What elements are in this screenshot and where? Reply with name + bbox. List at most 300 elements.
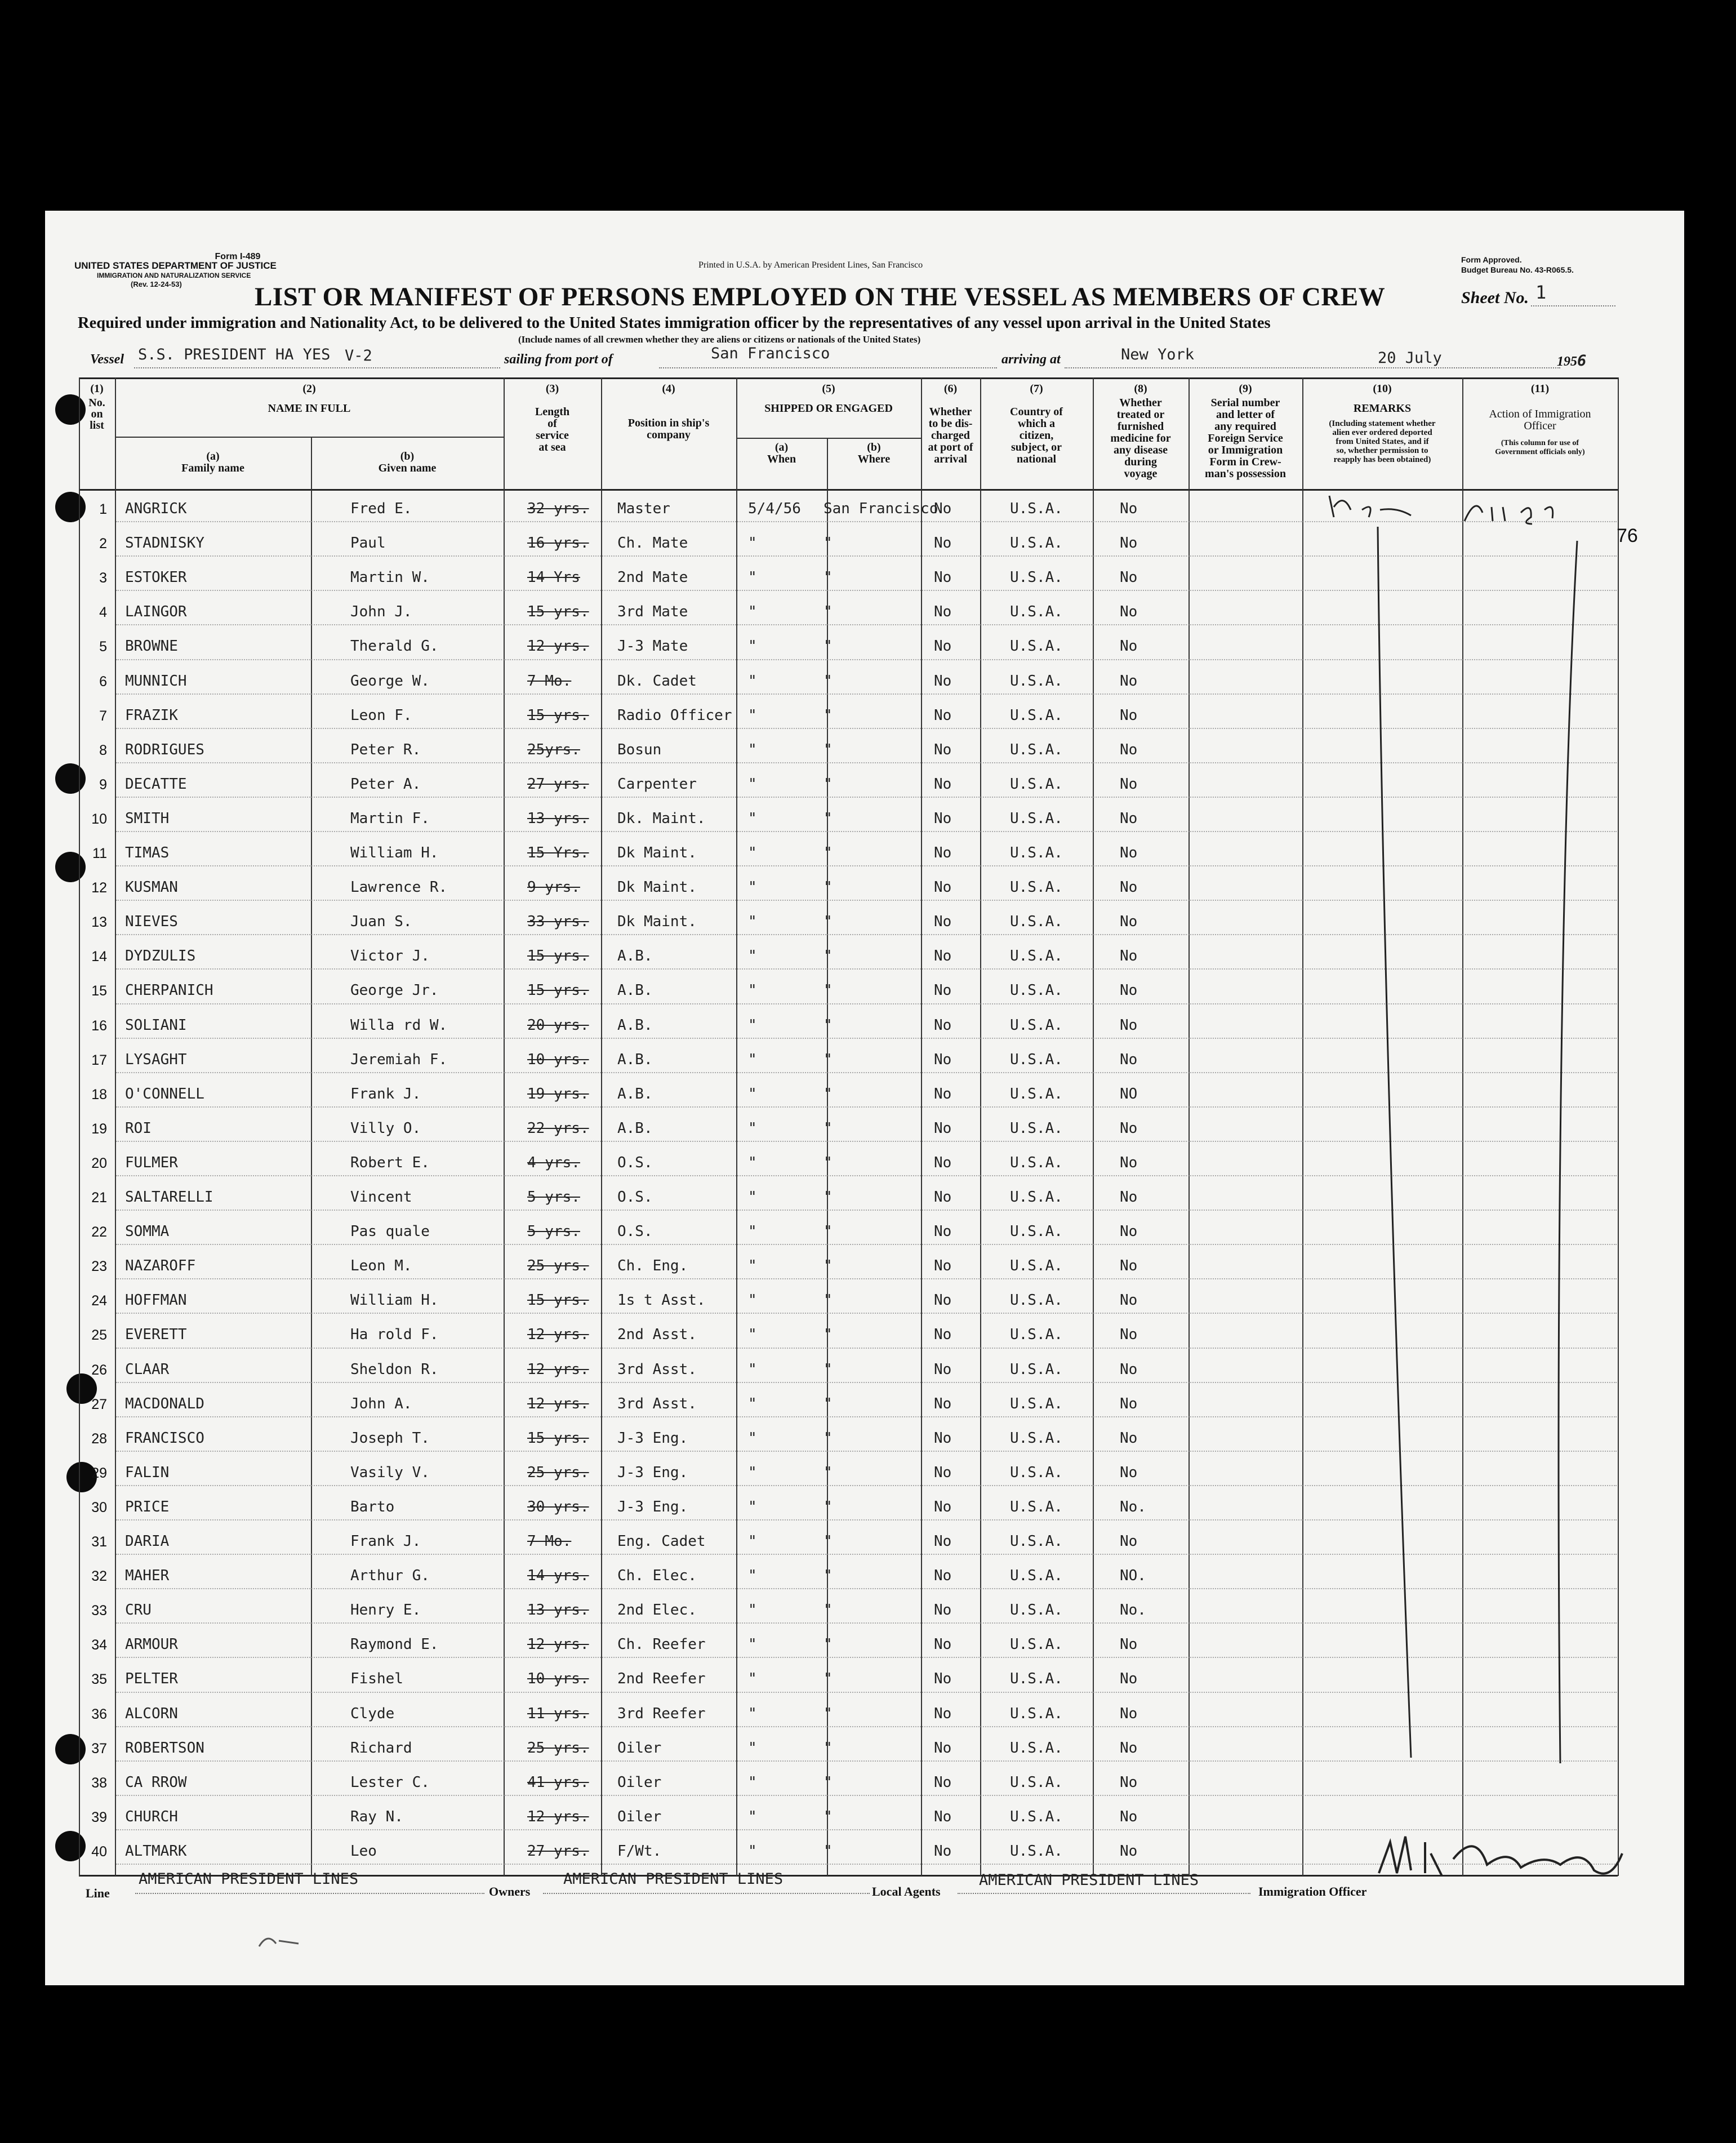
row-number: 13	[91, 914, 107, 931]
country-cell: U.S.A.	[1010, 1361, 1063, 1378]
service-cell: 4 yrs.	[527, 1154, 580, 1171]
shipped-where-cell: "	[824, 1189, 833, 1206]
family-name-cell: ANGRICK	[125, 500, 187, 517]
discharged-cell: No	[934, 1292, 952, 1309]
medicine-cell: NO	[1120, 1085, 1138, 1102]
country-cell: U.S.A.	[1010, 1739, 1063, 1757]
row-number: 29	[91, 1465, 107, 1481]
row-number: 5	[99, 639, 107, 655]
given-name-cell: Villy O.	[350, 1119, 421, 1137]
given-name-cell: Leon F.	[350, 706, 412, 724]
given-name-cell: Peter R.	[350, 741, 421, 758]
discharged-cell: No	[934, 1395, 952, 1412]
given-name-cell: Frank J.	[350, 1085, 421, 1102]
country-cell: U.S.A.	[1010, 1292, 1063, 1309]
medicine-cell: NO.	[1120, 1567, 1146, 1585]
discharged-cell: No	[934, 1705, 952, 1722]
shipped-when-cell: "	[748, 1670, 757, 1688]
country-cell: U.S.A.	[1010, 775, 1063, 793]
country-cell: U.S.A.	[1010, 1602, 1063, 1619]
shipped-where-cell: "	[824, 638, 833, 655]
row-number: 15	[91, 983, 107, 999]
discharged-cell: No	[934, 535, 952, 552]
row-number: 14	[91, 949, 107, 965]
given-name-cell: Jeremiah F.	[350, 1051, 448, 1068]
family-name-cell: SOLIANI	[125, 1016, 187, 1034]
row-number: 27	[91, 1396, 107, 1412]
medicine-cell: No	[1120, 775, 1138, 793]
family-name-cell: ROI	[125, 1119, 152, 1137]
country-cell: U.S.A.	[1010, 603, 1063, 621]
country-cell: U.S.A.	[1010, 1842, 1063, 1860]
row-number: 32	[91, 1568, 107, 1585]
row-number: 18	[91, 1086, 107, 1102]
discharged-cell: No	[934, 1464, 952, 1481]
shipped-where-cell: "	[824, 775, 833, 793]
position-cell: Carpenter	[617, 775, 697, 793]
family-name-cell: FRAZIK	[125, 706, 178, 724]
row-number: 39	[91, 1809, 107, 1825]
discharged-header: (6) Whether to be dis- charged at port of arrival	[928, 383, 973, 465]
shipped-when-cell: "	[748, 1051, 757, 1068]
country-cell: U.S.A.	[1010, 1154, 1063, 1171]
service-cell: 25 yrs.	[527, 1739, 589, 1757]
shipped-when-cell: "	[748, 1361, 757, 1378]
position-cell: A.B.	[617, 1051, 653, 1068]
shipped-when-cell: "	[748, 638, 757, 655]
row-number: 19	[91, 1121, 107, 1137]
medicine-cell: No	[1120, 1257, 1138, 1275]
agents-label: Local Agents	[872, 1884, 941, 1899]
shipped-where-cell: "	[824, 1395, 833, 1412]
service-cell: 14 Yrs	[527, 569, 580, 586]
position-cell: 3rd Mate	[617, 603, 688, 621]
form-approved: Form Approved.	[1461, 255, 1522, 264]
service-header: (3) Length of service at sea	[535, 383, 570, 454]
service-cell: 15 yrs.	[527, 1292, 589, 1309]
officer-label: Immigration Officer	[1258, 1884, 1367, 1899]
row-number: 34	[91, 1637, 107, 1653]
page-number: 76	[1617, 525, 1638, 546]
country-cell: U.S.A.	[1010, 569, 1063, 586]
discharged-cell: No	[934, 741, 952, 758]
row-number: 36	[91, 1706, 107, 1722]
shipped-when-cell: "	[748, 1533, 757, 1550]
row-number: 1	[99, 501, 107, 517]
shipped-where-cell: "	[824, 1016, 833, 1034]
shipped-when-cell: "	[748, 1292, 757, 1309]
discharged-cell: No	[934, 810, 952, 827]
family-name-cell: FULMER	[125, 1154, 178, 1171]
row-number: 20	[91, 1155, 107, 1171]
given-name-cell: Martin W.	[350, 569, 430, 586]
medicine-cell: No	[1120, 1016, 1138, 1034]
family-name-cell: CRU	[125, 1602, 152, 1619]
shipped-when-cell: "	[748, 810, 757, 827]
form-number: Form I-489	[215, 252, 261, 261]
medicine-cell: No	[1120, 1119, 1138, 1137]
country-cell: U.S.A.	[1010, 1808, 1063, 1825]
shipped-when-cell: "	[748, 913, 757, 931]
family-name-cell: FRANCISCO	[125, 1429, 204, 1447]
service-cell: 32 yrs.	[527, 500, 589, 517]
shipped-when-cell: "	[748, 1326, 757, 1344]
medicine-cell: No	[1120, 638, 1138, 655]
country-cell: U.S.A.	[1010, 1051, 1063, 1068]
row-number: 30	[91, 1499, 107, 1515]
given-name-cell: William H.	[350, 1292, 439, 1309]
discharged-cell: No	[934, 1085, 952, 1102]
family-name-cell: STADNISKY	[125, 535, 204, 552]
discharged-cell: No	[934, 638, 952, 655]
service-cell: 15 yrs.	[527, 982, 589, 999]
shipped-when-cell: "	[748, 1602, 757, 1619]
given-name-cell: Sheldon R.	[350, 1361, 439, 1378]
country-cell: U.S.A.	[1010, 706, 1063, 724]
given-name-cell: George W.	[350, 672, 430, 690]
family-name-cell: PRICE	[125, 1498, 170, 1515]
family-name-cell: ALCORN	[125, 1705, 178, 1722]
medicine-cell: No	[1120, 500, 1138, 517]
given-name-cell: Raymond E.	[350, 1636, 439, 1653]
medicine-cell: No	[1120, 1395, 1138, 1412]
country-cell: U.S.A.	[1010, 913, 1063, 931]
family-name-header: (a) Family name	[181, 450, 244, 474]
position-cell: 2nd Reefer	[617, 1670, 706, 1688]
medicine-cell: No	[1120, 1429, 1138, 1447]
country-cell: U.S.A.	[1010, 844, 1063, 861]
discharged-cell: No	[934, 1051, 952, 1068]
shipped-when-cell: "	[748, 1739, 757, 1757]
discharged-cell: No	[934, 1670, 952, 1688]
discharged-cell: No	[934, 1119, 952, 1137]
department-name: UNITED STATES DEPARTMENT OF JUSTICE	[74, 260, 277, 271]
discharged-cell: No	[934, 1326, 952, 1344]
family-name-cell: NIEVES	[125, 913, 178, 931]
row-number: 8	[99, 742, 107, 758]
service-cell: 13 yrs.	[527, 1602, 589, 1619]
family-name-cell: MUNNICH	[125, 672, 187, 690]
shipped-where-cell: "	[824, 1533, 833, 1550]
discharged-cell: No	[934, 603, 952, 621]
position-cell: Dk Maint.	[617, 913, 697, 931]
given-name-cell: Arthur G.	[350, 1567, 430, 1585]
discharged-cell: No	[934, 913, 952, 931]
country-cell: U.S.A.	[1010, 1498, 1063, 1515]
row-number: 21	[91, 1190, 107, 1206]
medicine-cell: No.	[1120, 1602, 1146, 1619]
position-cell: 3rd Reefer	[617, 1705, 706, 1722]
service-cell: 12 yrs.	[527, 1361, 589, 1378]
given-name-cell: Robert E.	[350, 1154, 430, 1171]
position-cell: Ch. Elec.	[617, 1567, 697, 1585]
given-name-cell: Pas quale	[350, 1223, 430, 1241]
shipped-header: (5) SHIPPED OR ENGAGED	[764, 383, 893, 415]
shipped-when-cell: "	[748, 1842, 757, 1860]
position-cell: A.B.	[617, 948, 653, 965]
given-name-cell: Peter A.	[350, 775, 421, 793]
service-cell: 11 yrs.	[527, 1705, 589, 1722]
country-cell: U.S.A.	[1010, 1257, 1063, 1275]
position-cell: A.B.	[617, 1119, 653, 1137]
row-number: 7	[99, 708, 107, 724]
family-name-cell: KUSMAN	[125, 879, 178, 896]
given-name-cell: Barto	[350, 1498, 395, 1515]
medicine-cell: No	[1120, 535, 1138, 552]
row-number: 31	[91, 1534, 107, 1550]
shipped-where-cell: "	[824, 1567, 833, 1585]
medicine-cell: No	[1120, 879, 1138, 896]
shipped-when-cell: "	[748, 1189, 757, 1206]
medicine-cell: No	[1120, 1842, 1138, 1860]
medicine-cell: No	[1120, 1189, 1138, 1206]
shipped-when-cell: "	[748, 1085, 757, 1102]
medicine-cell: No	[1120, 1361, 1138, 1378]
service-cell: 15 yrs.	[527, 1429, 589, 1447]
position-cell: J-3 Eng.	[617, 1429, 688, 1447]
given-name-cell: Fishel	[350, 1670, 403, 1688]
discharged-cell: No	[934, 1361, 952, 1378]
discharged-cell: No	[934, 1842, 952, 1860]
shipped-where-cell: "	[824, 1154, 833, 1171]
budget-bureau: Budget Bureau No. 43-R065.5.	[1461, 265, 1574, 274]
service-cell: 5 yrs.	[527, 1223, 580, 1241]
arrival-port: New York	[1121, 346, 1195, 363]
medicine-cell: No	[1120, 1154, 1138, 1171]
medicine-cell: No	[1120, 569, 1138, 586]
shipped-where-cell: "	[824, 913, 833, 931]
shipped-when-cell: "	[748, 1498, 757, 1515]
form-revision: (Rev. 12-24-53)	[131, 280, 182, 288]
discharged-cell: No	[934, 1602, 952, 1619]
discharged-cell: No	[934, 1257, 952, 1275]
position-cell: A.B.	[617, 982, 653, 999]
row-number: 22	[91, 1224, 107, 1241]
shipped-where-cell: "	[824, 1464, 833, 1481]
country-cell: U.S.A.	[1010, 1705, 1063, 1722]
given-name-cell: Ha rold F.	[350, 1326, 439, 1344]
shipped-where-cell: "	[824, 844, 833, 861]
position-cell: 2nd Mate	[617, 569, 688, 586]
row-number: 28	[91, 1430, 107, 1447]
family-name-cell: HOFFMAN	[125, 1292, 187, 1309]
country-cell: U.S.A.	[1010, 1464, 1063, 1481]
sheet-number: 1	[1535, 282, 1547, 303]
row-number: 26	[91, 1362, 107, 1378]
shipped-when-cell: "	[748, 672, 757, 690]
service-cell: 14 yrs.	[527, 1567, 589, 1585]
shipped-when-cell: "	[748, 1567, 757, 1585]
country-cell: U.S.A.	[1010, 879, 1063, 896]
country-cell: U.S.A.	[1010, 1395, 1063, 1412]
agents-value: AMERICAN PRESIDENT LINES	[979, 1871, 1199, 1889]
shipped-when-cell: "	[748, 879, 757, 896]
family-name-cell: ROBERTSON	[125, 1739, 204, 1757]
shipped-where-cell: "	[824, 1085, 833, 1102]
position-cell: Oiler	[617, 1739, 662, 1757]
country-cell: U.S.A.	[1010, 1189, 1063, 1206]
shipped-where-cell: "	[824, 1842, 833, 1860]
row-number: 33	[91, 1603, 107, 1619]
discharged-cell: No	[934, 569, 952, 586]
service-cell: 13 yrs.	[527, 810, 589, 827]
shipped-when-cell: "	[748, 535, 757, 552]
service-cell: 7 Mo.	[527, 1533, 572, 1550]
given-name-cell: John J.	[350, 603, 412, 621]
document-title: LIST OR MANIFEST OF PERSONS EMPLOYED ON THE VESSEL AS MEMBERS OF CREW	[255, 282, 1386, 312]
position-cell: 3rd Asst.	[617, 1361, 697, 1378]
country-cell: U.S.A.	[1010, 638, 1063, 655]
shipped-when-cell: "	[748, 569, 757, 586]
vessel-label: Vessel	[90, 352, 124, 367]
position-cell: Eng. Cadet	[617, 1533, 706, 1550]
country-cell: U.S.A.	[1010, 948, 1063, 965]
discharged-cell: No	[934, 1016, 952, 1034]
medicine-cell: No	[1120, 982, 1138, 999]
country-cell: U.S.A.	[1010, 1636, 1063, 1653]
shipped-where-cell: "	[824, 569, 833, 586]
family-name-cell: O'CONNELL	[125, 1085, 204, 1102]
family-name-cell: TIMAS	[125, 844, 170, 861]
service-cell: 20 yrs.	[527, 1016, 589, 1034]
shipped-when-cell: "	[748, 1773, 757, 1791]
sheet-label: Sheet No.	[1461, 288, 1529, 307]
row-number: 3	[99, 570, 107, 586]
country-cell: U.S.A.	[1010, 741, 1063, 758]
shipped-where-cell: "	[824, 1223, 833, 1241]
family-name-cell: CHURCH	[125, 1808, 178, 1825]
family-name-cell: SOMMA	[125, 1223, 170, 1241]
shipped-when-cell: 5/4/56	[748, 500, 801, 517]
position-cell: A.B.	[617, 1016, 653, 1034]
country-cell: U.S.A.	[1010, 500, 1063, 517]
given-name-cell: Clyde	[350, 1705, 395, 1722]
where-header: (b) Where	[857, 441, 891, 465]
row-number: 23	[91, 1259, 107, 1275]
shipped-where-cell: "	[824, 1498, 833, 1515]
discharged-cell: No	[934, 706, 952, 724]
country-cell: U.S.A.	[1010, 1670, 1063, 1688]
discharged-cell: No	[934, 844, 952, 861]
row-number: 9	[99, 776, 107, 793]
shipped-where-cell: "	[824, 1636, 833, 1653]
shipped-where-cell: San Francisco	[824, 500, 938, 517]
discharged-cell: No	[934, 1739, 952, 1757]
service-cell: 41 yrs.	[527, 1773, 589, 1791]
given-name-cell: Lawrence R.	[350, 879, 448, 896]
service-cell: 9 yrs.	[527, 879, 580, 896]
service-cell: 22 yrs.	[527, 1119, 589, 1137]
owners-value: AMERICAN PRESIDENT LINES	[563, 1870, 784, 1888]
serial-header: (9) Serial number and letter of any required Foreign Service or Immigration Form in Crew- man's possession	[1205, 383, 1286, 480]
service-cell: 15 Yrs.	[527, 844, 589, 861]
row-number: 38	[91, 1775, 107, 1791]
family-name-cell: ESTOKER	[125, 569, 187, 586]
position-cell: J-3 Eng.	[617, 1498, 688, 1515]
medicine-cell: No	[1120, 1464, 1138, 1481]
departure-port: San Francisco	[711, 345, 830, 362]
discharged-cell: No	[934, 1189, 952, 1206]
service-name: IMMIGRATION AND NATURALIZATION SERVICE	[97, 272, 251, 279]
country-cell: U.S.A.	[1010, 535, 1063, 552]
position-cell: 3rd Asst.	[617, 1395, 697, 1412]
service-cell: 12 yrs.	[527, 1636, 589, 1653]
shipped-where-cell: "	[824, 879, 833, 896]
position-cell: Oiler	[617, 1808, 662, 1825]
country-header: (7) Country of which a citizen, subject, or national	[1010, 383, 1063, 465]
shipped-where-cell: "	[824, 1739, 833, 1757]
family-name-cell: SALTARELLI	[125, 1189, 213, 1206]
family-name-cell: EVERETT	[125, 1326, 187, 1344]
given-name-cell: Richard	[350, 1739, 412, 1757]
service-cell: 25 yrs.	[527, 1464, 589, 1481]
row-number: 24	[91, 1293, 107, 1309]
discharged-cell: No	[934, 500, 952, 517]
row-number: 6	[99, 673, 107, 690]
row-number: 25	[91, 1327, 107, 1344]
country-cell: U.S.A.	[1010, 1016, 1063, 1034]
owners-label: Owners	[489, 1884, 531, 1899]
family-name-cell: FALIN	[125, 1464, 170, 1481]
row-number: 11	[92, 846, 107, 861]
service-cell: 33 yrs.	[527, 913, 589, 931]
position-cell: A.B.	[617, 1085, 653, 1102]
family-name-cell: BROWNE	[125, 638, 178, 655]
shipped-where-cell: "	[824, 1773, 833, 1791]
given-name-cell: Vincent	[350, 1189, 412, 1206]
discharged-cell: No	[934, 982, 952, 999]
discharged-cell: No	[934, 1429, 952, 1447]
family-name-cell: DARIA	[125, 1533, 170, 1550]
shipped-where-cell: "	[824, 1429, 833, 1447]
discharged-cell: No	[934, 1808, 952, 1825]
line-label: Line	[86, 1886, 110, 1900]
shipped-where-cell: "	[824, 1119, 833, 1137]
medicine-cell: No	[1120, 1773, 1138, 1791]
medicine-cell: No	[1120, 1670, 1138, 1688]
service-cell: 7 Mo.	[527, 672, 572, 690]
shipped-where-cell: "	[824, 672, 833, 690]
shipped-where-cell: "	[824, 982, 833, 999]
row-number: 16	[91, 1017, 107, 1034]
country-cell: U.S.A.	[1010, 1773, 1063, 1791]
medicine-cell: No	[1120, 741, 1138, 758]
document-subtitle-note: (Include names of all crewmen whether they are aliens or citizens or nationals of the United States)	[518, 334, 921, 345]
position-cell: O.S.	[617, 1189, 653, 1206]
service-cell: 25yrs.	[527, 741, 580, 758]
family-name-cell: RODRIGUES	[125, 741, 204, 758]
family-name-cell: PELTER	[125, 1670, 178, 1688]
country-cell: U.S.A.	[1010, 1085, 1063, 1102]
given-name-cell: William H.	[350, 844, 439, 861]
position-cell: J-3 Mate	[617, 638, 688, 655]
service-cell: 10 yrs.	[527, 1051, 589, 1068]
discharged-cell: No	[934, 1223, 952, 1241]
action-header: (11) Action of Immigration Officer (This column for use of Government officials only)	[1489, 383, 1591, 456]
position-cell: 1s t Asst.	[617, 1292, 706, 1309]
country-cell: U.S.A.	[1010, 1223, 1063, 1241]
service-cell: 16 yrs.	[527, 535, 589, 552]
arrival-date: 20 July	[1378, 349, 1442, 367]
family-name-cell: ALTMARK	[125, 1842, 187, 1860]
medicine-cell: No	[1120, 948, 1138, 965]
family-name-cell: MAHER	[125, 1567, 170, 1585]
shipped-when-cell: "	[748, 1429, 757, 1447]
given-name-cell: Vasily V.	[350, 1464, 430, 1481]
service-cell: 27 yrs.	[527, 1842, 589, 1860]
given-name-cell: Willa rd W.	[350, 1016, 448, 1034]
discharged-cell: No	[934, 879, 952, 896]
